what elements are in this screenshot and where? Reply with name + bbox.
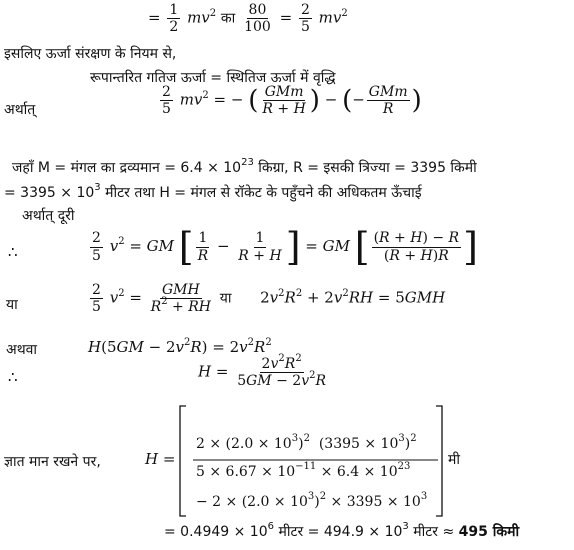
eq-line-9: $\frac{2}{5}$ $v^2$ = $\frac{\text{GMH}}{R^2 + RH}$ या $2v^2R^2 + 2v^2RH = 5GMH$ [92, 282, 446, 316]
therefore-symbol-2: ∴ [8, 368, 18, 386]
text-radius: = $3395 \times 10^3$ मीटर तथा H = मंगल से रॉकेट के पहुँचने की अधिकतम ऊँचाई [4, 182, 422, 201]
fraction-80-100: $\frac{80}{100}$ [244, 2, 271, 36]
label-substituting: ज्ञात मान रखने पर, [4, 454, 101, 470]
eq-line-8: $\frac{2}{5}$ $v^2$ = GM [ $\frac{1}{R}$ − $\frac{1}{R + H}$ ] = GM [ $\frac{(R + H) - R}{(R + H)R}$ ] [92, 225, 478, 269]
eq-line-4: $\frac{2}{5}$ $mv^2$ = − ( $\frac{\text{GMm}}{R + H}$ ) − (− $\frac{\text{GMm}}{R}$ ) [162, 84, 422, 118]
bracket-numerator: $2 \times (2.0 \times 10^3)^2$ $(3395 \times 10^3)^2$ [196, 433, 417, 452]
eq-line-11: H = $\frac{2v^2R^2}{5GM - 2v^2R}$ [198, 353, 327, 390]
therefore-symbol-1: ∴ [8, 243, 18, 261]
label-ya: या [6, 297, 18, 313]
label-arthat: अर्थात् [4, 102, 36, 118]
text-energy-conservation: इसलिए ऊर्जा संरक्षण के नियम से, [4, 46, 177, 62]
eq-H-equals: H = [145, 450, 176, 468]
text-distance: अर्थात् दूरी [22, 208, 75, 224]
bracket-denominator-2: − $2 \times (2.0 \times 10^3)^2 \times 3395 \times 10^3$ [196, 491, 428, 510]
eq-line-10: $H(5GM - 2v^2R) = 2v^2R^2$ [88, 337, 272, 356]
text-kinetic-potential: रूपान्तरित गतिज ऊर्जा = स्थितिज ऊर्जा में वृद्धि [90, 70, 336, 86]
eq-line-1: = $\frac{1}{2}$ $mv^2$ का $\frac{80}{100}$ = $\frac{2}{5}$ $mv^2$ [148, 2, 348, 36]
fraction-half: $\frac{1}{2}$ [169, 2, 179, 36]
bracket-denominator-1: $5 \times 6.67 \times 10^{-11} \times 6.4 \times 10^{23}$ [196, 461, 411, 480]
label-athva: अथवा [6, 342, 38, 358]
text-where-M: जहाँ M = मंगल का द्रव्यमान = $6.4 \times 10^{23}$ किग्रा, R = इसकी त्रिज्या = 3395 किमी [12, 157, 477, 176]
unit-mee: मी [448, 452, 460, 468]
final-answer: = $0.4949 \times 10^6$ मीटर = $494.9 \times 10^3$ मीटर ≈ 495 किमी [164, 521, 520, 540]
fraction-two-fifths: $\frac{2}{5}$ [300, 2, 310, 36]
